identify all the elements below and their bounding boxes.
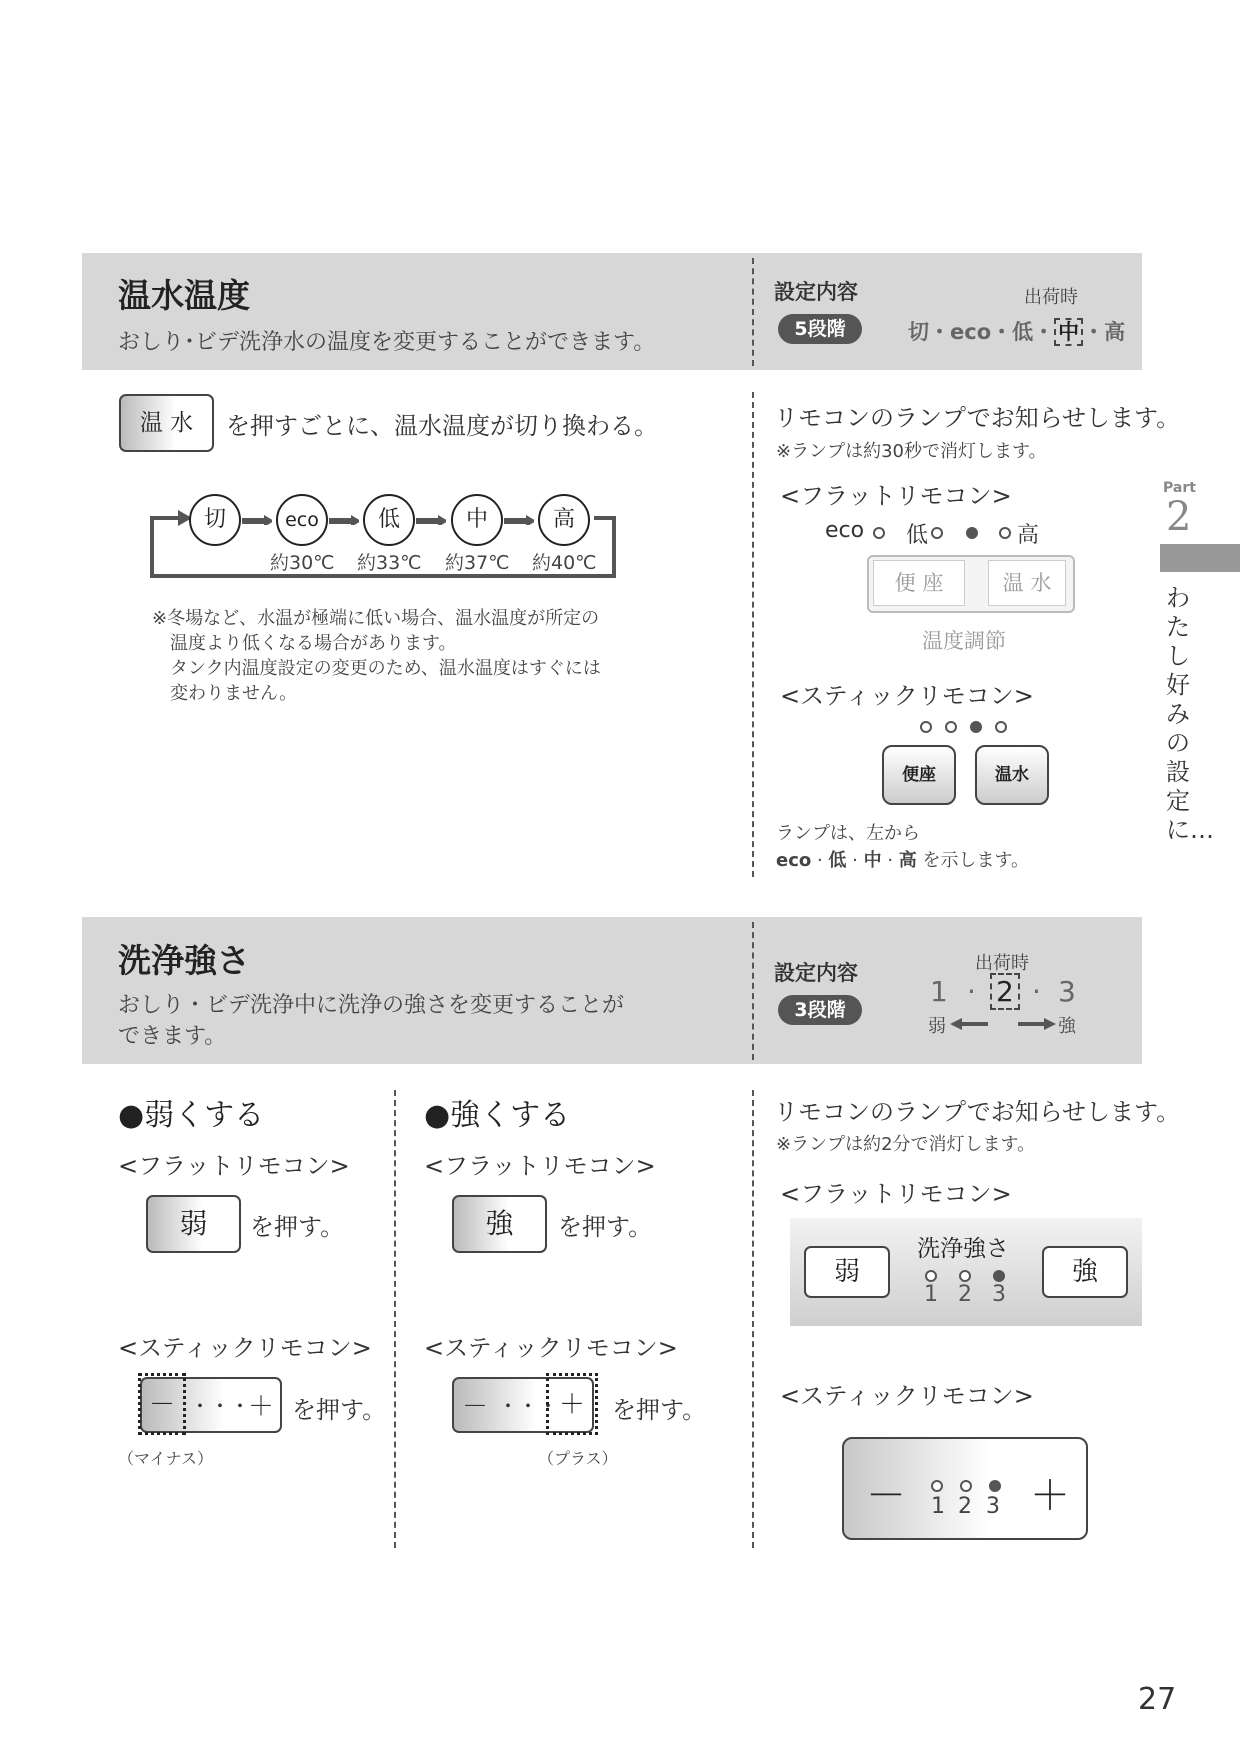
cycle-step-high: 高	[538, 494, 590, 546]
flat-lamp-label-low: 低	[906, 523, 929, 548]
stick-remote-heading: <スティックリモコン>	[780, 682, 1034, 710]
level-2-default: 2	[990, 973, 1020, 1010]
stronger-flat-heading: <フラットリモコン>	[424, 1152, 656, 1180]
cycle-arrow-icon	[329, 515, 359, 525]
cycle-step-mid: 中	[451, 494, 503, 546]
stick-minus-button[interactable]: －	[866, 1473, 906, 1519]
plus-button-highlight[interactable]: ＋	[546, 1373, 598, 1435]
section2-col-divider-1	[394, 1090, 396, 1548]
level-separator: ·	[1032, 975, 1041, 1008]
cycle-temp-low: 約33℃	[357, 552, 422, 574]
part-label: Part	[1163, 480, 1196, 496]
lamp-off-icon	[959, 1270, 971, 1282]
section1-factory-label: 出荷時	[1024, 287, 1078, 308]
flat-strong-button[interactable]: 強	[1042, 1246, 1128, 1298]
cycle-temp-mid: 約37℃	[445, 552, 510, 574]
part-number: 2	[1166, 494, 1192, 540]
section2-lamp-note: ※ランプは約2分で消灯します。	[776, 1134, 1036, 1155]
stick-level-2: 2	[958, 1494, 972, 1519]
section1-options-row: 切・eco・低・ 中 ・高	[908, 320, 1126, 344]
stick-plus-button[interactable]: ＋	[1030, 1473, 1070, 1519]
section2-description-line1: おしり・ビデ洗浄中に洗浄の強さを変更することが	[118, 993, 625, 1018]
section2-flat-heading: <フラットリモコン>	[780, 1180, 1012, 1208]
lamp-off-icon	[945, 721, 957, 733]
section2-lamp-text: リモコンのランプでお知らせします。	[774, 1098, 1181, 1126]
section1-lamp-text: リモコンのランプでお知らせします。	[774, 404, 1181, 432]
section2-stick-heading: <スティックリモコン>	[780, 1382, 1034, 1410]
section1-note-line: 温度より低くなる場合があります。	[170, 633, 457, 654]
chapter-title: わたし好みの設定に…	[1166, 584, 1214, 844]
option-off: 切	[908, 320, 929, 344]
cycle-arrow-icon	[504, 515, 534, 525]
cycle-arrow-icon	[416, 515, 446, 525]
stick-caption-line1: ランプは、左から	[776, 823, 920, 844]
level-separator: ·	[967, 975, 976, 1008]
flat-lamp-label-high: 高	[1017, 523, 1040, 548]
weaker-heading: ●弱くする	[118, 1098, 265, 1133]
lamp-off-icon	[920, 721, 932, 733]
seat-button[interactable]: 便 座	[873, 560, 965, 606]
right-arrow-icon	[1018, 1018, 1056, 1030]
lamp-on-icon	[993, 1270, 1005, 1282]
section2-settings-label: 設定内容	[774, 961, 858, 985]
stronger-press-text: を押す。	[558, 1213, 653, 1241]
lamp-off-icon	[925, 1270, 937, 1282]
minus-caption: （マイナス）	[118, 1449, 214, 1468]
flat-lamp-row	[825, 518, 1065, 548]
option-high: 高	[1104, 320, 1126, 344]
lamp-on-icon	[966, 527, 978, 539]
stronger-heading: ●強くする	[424, 1098, 571, 1133]
stick-caption-high: 高	[898, 850, 917, 871]
section2-description-line2: できます。	[118, 1024, 227, 1049]
lamp-off-icon	[873, 527, 885, 539]
stronger-stick-minus: －	[462, 1392, 489, 1422]
option-low: 低	[1012, 320, 1034, 344]
page-number: 27	[1138, 1682, 1177, 1717]
option-mid-default: 中	[1054, 318, 1083, 346]
stick-caption-suffix: を示します。	[922, 850, 1030, 871]
strong-indicator-label: 強	[1058, 1016, 1076, 1037]
section2-title: 洗浄強さ	[118, 941, 250, 980]
stick-level-1: 1	[931, 1494, 945, 1519]
lamp-off-icon	[931, 527, 943, 539]
cycle-temp-high: 約40℃	[532, 552, 597, 574]
weaker-press-text: を押す。	[250, 1213, 345, 1241]
section1-note-line: タンク内温度設定の変更のため、温水温度はすぐには	[170, 658, 601, 679]
section1-steps-badge: 5段階	[778, 314, 862, 344]
section2-steps-badge: 3段階	[778, 995, 862, 1025]
flat-level-1: 1	[924, 1282, 938, 1307]
minus-button-highlight[interactable]: －	[138, 1373, 186, 1435]
section1-note-line: 変わりません。	[170, 683, 298, 704]
stick-level-3: 3	[986, 1494, 1000, 1519]
lamp-off-icon	[931, 1480, 943, 1492]
weaker-stick-heading: <スティックリモコン>	[118, 1334, 372, 1362]
lamp-on-icon	[989, 1480, 1001, 1492]
left-arrow-icon	[950, 1018, 988, 1030]
weak-button[interactable]: 弱	[146, 1195, 241, 1253]
lamp-off-icon	[960, 1480, 972, 1492]
flat-panel-title: 洗浄強さ	[917, 1236, 1009, 1262]
section1-header-divider	[752, 258, 754, 366]
strong-button[interactable]: 強	[452, 1195, 547, 1253]
cycle-arrow-icon	[242, 515, 272, 525]
cycle-step-off: 切	[189, 494, 241, 546]
section1-note-line: ※冬場など、水温が極端に低い場合、温水温度が所定の	[152, 608, 600, 629]
flat-weak-button[interactable]: 弱	[804, 1246, 890, 1298]
weak-indicator-label: 弱	[928, 1016, 946, 1037]
section1-press-text: を押すごとに、温水温度が切り換わる。	[226, 412, 658, 440]
section1-settings-label: 設定内容	[774, 280, 858, 304]
stronger-stick-heading: <スティックリモコン>	[424, 1334, 678, 1362]
cycle-temp-eco: 約30℃	[270, 552, 335, 574]
section1-body-divider	[752, 392, 754, 877]
section2-col-divider-2	[752, 1090, 754, 1548]
temperature-adjust-caption: 温度調節	[922, 629, 1006, 653]
weaker-stick-plus: ＋	[248, 1392, 275, 1422]
section1-lamp-note: ※ランプは約30秒で消灯します。	[776, 441, 1047, 462]
weaker-stick-press: を押す。	[292, 1396, 387, 1424]
stronger-stick-dots: ・・・	[498, 1394, 558, 1418]
option-eco: eco	[950, 320, 992, 344]
weaker-stick-dots: ・・・	[190, 1394, 250, 1418]
flat-level-3: 3	[992, 1282, 1006, 1307]
level-1: 1	[930, 975, 948, 1008]
stick-caption-eco: eco	[776, 850, 812, 871]
hot-water-button[interactable]: 温 水	[119, 394, 214, 452]
stick-caption-low: 低	[828, 850, 847, 871]
lamp-off-icon	[999, 527, 1011, 539]
flat-level-2: 2	[958, 1282, 972, 1307]
weaker-flat-heading: <フラットリモコン>	[118, 1152, 350, 1180]
lamp-off-icon	[995, 721, 1007, 733]
flat-lamp-label-eco: eco	[825, 518, 865, 543]
section2-factory-label: 出荷時	[975, 953, 1029, 974]
stick-caption-mid: 中	[863, 850, 882, 871]
section2-header-divider	[752, 922, 754, 1060]
stick-caption-line2: eco · 低 · 中 · 高 を示します。	[776, 850, 1030, 871]
flat-remote-heading: <フラットリモコン>	[780, 482, 1012, 510]
hot-water-flat-button[interactable]: 温 水	[988, 560, 1066, 606]
chapter-tab	[1160, 544, 1240, 572]
lamp-on-icon	[970, 721, 982, 733]
section1-description: おしり･ビデ洗浄水の温度を変更することができます。	[118, 330, 656, 355]
stick-seat-button[interactable]: 便座	[882, 745, 956, 805]
stronger-stick-press: を押す。	[612, 1396, 707, 1424]
level-3: 3	[1058, 975, 1076, 1008]
section1-title: 温水温度	[118, 276, 250, 315]
stick-hot-water-button[interactable]: 温水	[975, 745, 1049, 805]
cycle-step-eco: eco	[276, 494, 328, 546]
cycle-step-low: 低	[363, 494, 415, 546]
plus-caption: （プラス）	[538, 1449, 618, 1468]
